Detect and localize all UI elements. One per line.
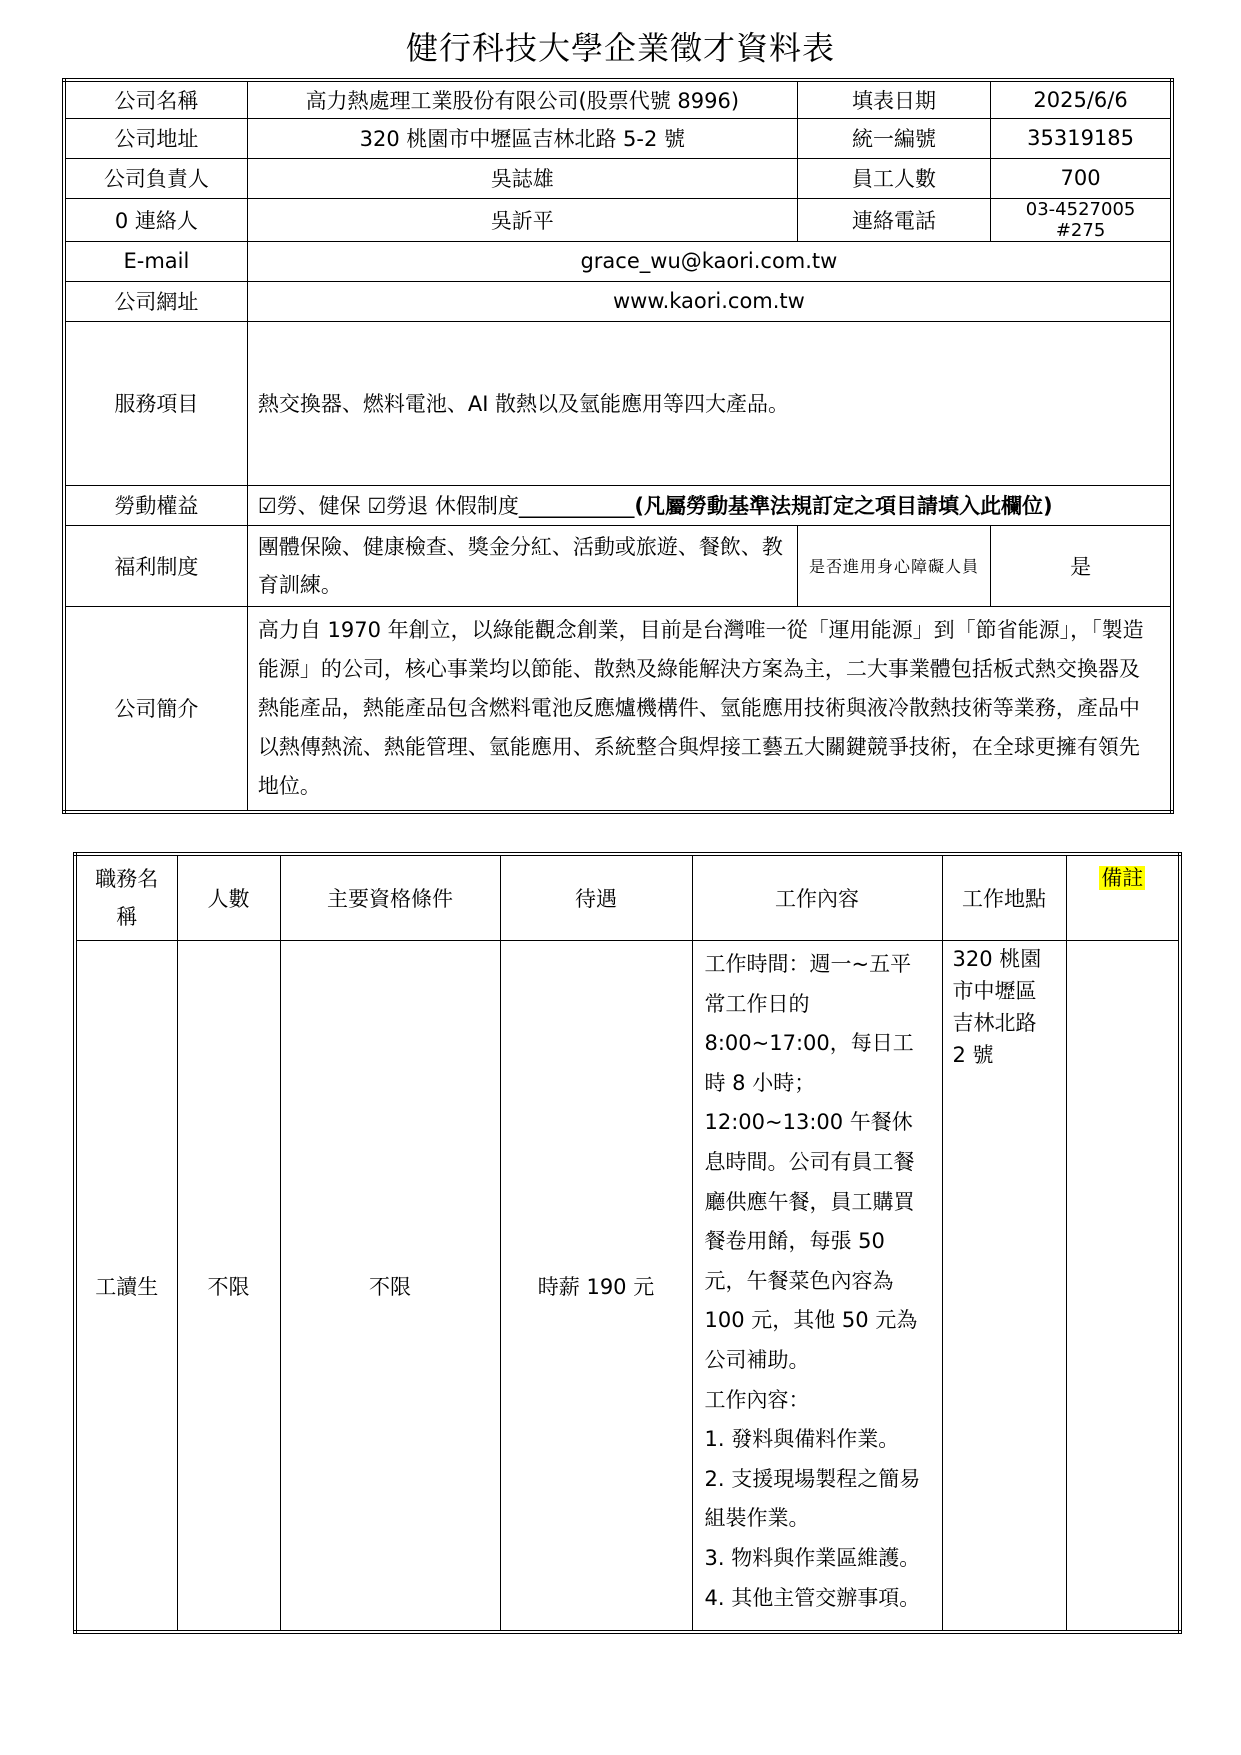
disabled-label: 是否進用身心障礙人員 — [797, 525, 990, 606]
address: 320 桃園市中壢區吉林北路 5-2 號 — [247, 118, 797, 158]
labor-rights — [247, 485, 1172, 525]
row-address — [64, 118, 1172, 158]
welfare-label: 福利制度 — [64, 525, 247, 606]
job-task-item: 3. 物料與作業區維護。 — [704, 1545, 921, 1570]
contact: 吳訢平 — [247, 198, 797, 241]
page-title: 健行科技大學企業徵才資料表 — [405, 29, 835, 67]
header-location: 工作地點 — [942, 854, 1066, 941]
job-title: 工讀生 — [75, 941, 177, 1633]
employees: 700 — [991, 158, 1172, 198]
website-label: 公司網址 — [64, 281, 247, 321]
header-content: 工作內容 — [692, 854, 942, 941]
email: grace_wu@kaori.com.tw — [247, 241, 1172, 281]
job-qualifications: 不限 — [280, 941, 500, 1633]
intro-label: 公司簡介 — [64, 606, 247, 812]
row-services — [64, 321, 1172, 485]
job-content — [692, 941, 942, 1633]
job-task-item: 2. 支援現場製程之簡易組裝作業。 — [704, 1466, 921, 1531]
fill-date: 2025/6/6 — [991, 80, 1172, 118]
labor-note: (凡屬勞動基準法規訂定之項目請填入此欄位) — [634, 494, 1053, 518]
address-label: 公司地址 — [64, 118, 247, 158]
row-company-name — [64, 80, 1172, 118]
remarks-highlight: 備註 — [1101, 866, 1144, 890]
welfare: 團體保險、健康檢查、獎金分紅、活動或旅遊、餐飲、教育訓練。 — [247, 525, 797, 606]
owner-label: 公司負責人 — [64, 158, 247, 198]
job-content-text: 工作時間：週一~五平常工作日的 8:00~17:00，每日工時 8 小時；12:00~13:00 午餐休息時間。公司有員工餐廳供應午餐，員工購買餐卷用餚，每張 50 元，午餐菜色內容為 100 元，其他 50 元為公司補助。 — [704, 952, 918, 1372]
email-label: E-mail — [64, 241, 247, 281]
tax-id-label: 統一編號 — [797, 118, 990, 158]
row-labor — [64, 485, 1172, 525]
contact-label: 0 連絡人 — [64, 198, 247, 241]
labor-label: 勞動權益 — [64, 485, 247, 525]
row-welfare — [64, 525, 1172, 606]
job-location: 320 桃園市中壢區吉林北路 2 號 — [942, 941, 1066, 1633]
jobs-header-row — [75, 854, 1180, 941]
job-task-item: 1. 發料與備料作業。 — [704, 1427, 900, 1452]
row-owner — [64, 158, 1172, 198]
job-row — [75, 941, 1180, 1633]
fill-date-label: 填表日期 — [797, 80, 990, 118]
header-remarks — [1066, 854, 1180, 941]
services: 熱交換器、燃料電池、AI 散熱以及氫能應用等四大產品。 — [247, 321, 1172, 485]
job-tasks-label: 工作內容： — [704, 1387, 810, 1412]
company-name: 高力熱處理工業股份有限公司(股票代號 8996) — [247, 80, 797, 118]
header-pay: 待遇 — [500, 854, 692, 941]
website: www.kaori.com.tw — [247, 281, 1172, 321]
owner: 吳誌雄 — [247, 158, 797, 198]
row-website — [64, 281, 1172, 321]
row-email — [64, 241, 1172, 281]
labor-items: ☑勞、健保 ☑勞退 休假制度___________ — [257, 494, 635, 518]
job-count: 不限 — [177, 941, 280, 1633]
header-job-title: 職務名稱 — [75, 854, 177, 941]
header-count: 人數 — [177, 854, 280, 941]
phone-label: 連絡電話 — [797, 198, 990, 241]
job-pay: 時薪 190 元 — [500, 941, 692, 1633]
header-qualifications: 主要資格條件 — [280, 854, 500, 941]
services-label: 服務項目 — [64, 321, 247, 485]
tax-id: 35319185 — [991, 118, 1172, 158]
intro: 高力自 1970 年創立，以綠能觀念創業，目前是台灣唯一從「運用能源」到「節省能源」，「製造能源」的公司，核心事業均以節能、散熱及綠能解決方案為主，二大事業體包括板式熱交換器及熱能產品，熱能產品包含燃料電池反應爐機構件、氫能應用技術與液冷散熱技術等業務，產品中以熱傳熱流、熱能管理、氫能應用、系統整合與焊接工藝五大關鍵競爭技術，在全球更擁有領先地位。 — [247, 606, 1172, 812]
employees-label: 員工人數 — [797, 158, 990, 198]
job-remarks — [1066, 941, 1180, 1633]
company-name-label: 公司名稱 — [64, 80, 247, 118]
row-contact — [64, 198, 1172, 241]
job-task-item: 4. 其他主管交辦事項。 — [704, 1585, 921, 1610]
jobs-table — [73, 852, 1182, 1634]
company-info-table — [62, 78, 1174, 814]
disabled-value: 是 — [991, 525, 1172, 606]
phone: 03-4527005 #275 — [991, 198, 1172, 241]
row-intro — [64, 606, 1172, 812]
